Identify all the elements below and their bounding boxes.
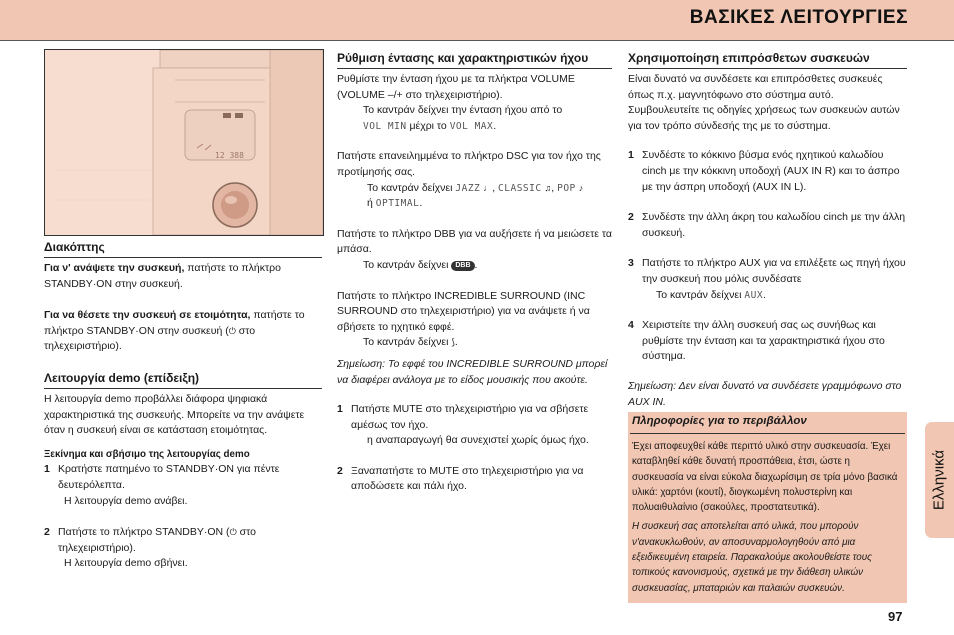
mute-step-1	[337, 402, 612, 433]
middle-column	[337, 51, 612, 495]
demo-subheading: Ξεκίνημα και σβήσιμο της λειτουργίας demo	[44, 448, 250, 460]
dsc-end: .	[419, 197, 423, 210]
aux-heading: Χρησιμοποίηση επιπρόσθετων συσκευών	[628, 51, 907, 69]
mute-step-1-text: Πατήστε MUTE στο τηλεχειριστήριο για να σβήσετε αμέσως τον ήχο.	[351, 403, 589, 431]
surround-text: Πατήστε το πλήκτρο INCREDIBLE SURROUND (INC SURROUND στο τηλεχειριστήριο) για να ανάψετε ή να σβήσετε το ηχητικό εφφέ.	[337, 289, 590, 333]
switch-heading: Διακόπτης	[44, 240, 322, 258]
classic-icon: ♫	[544, 182, 552, 193]
aux-step-4	[628, 318, 907, 365]
aux-step-1-text: Συνδέστε το κόκκινο βύσμα ενός ηχητικού καλωδίου cinch με την κόκκινη υποδοχή (AUX IN R) και το άσπρο με την άσπρη υποδοχή (AUX IN L).	[642, 149, 900, 193]
page-title: ΒΑΣΙΚΕΣ ΛΕΙΤΟΥΡΓΙΕΣ	[689, 7, 908, 28]
demo-step-1	[44, 462, 322, 493]
optimal-lcd: OPTIMAL	[375, 198, 420, 210]
demo-heading: Λειτουργία demo (επίδειξη)	[44, 371, 322, 389]
power-icon: ⏻	[229, 527, 237, 538]
aux-step-1-number: 1	[628, 149, 634, 162]
power-icon: ⏻	[228, 325, 236, 336]
volume-display-line	[337, 103, 612, 134]
dsc-sep-1: ,	[492, 181, 499, 194]
environment-info-body	[632, 439, 902, 600]
aux-step-4-text: Χειριστείτε την άλλη συσκευή σας ως συνήθως και ρυθμίστε την ένταση και τα χαρακτηριστικά ήχου στο σύστημα.	[642, 319, 885, 363]
header-divider	[0, 40, 954, 41]
language-tab	[925, 422, 954, 538]
demo-step-1-number: 1	[44, 463, 50, 476]
aux-step-2-text: Συνδέστε την άλλη άκρη του καλωδίου cinch με την άλλη συσκευή.	[642, 211, 906, 239]
environment-info-box	[628, 412, 907, 603]
pop-icon: ♪	[578, 182, 584, 193]
sound-heading: Ρύθμιση έντασης και χαρακτηριστικών ήχου	[337, 51, 612, 69]
mute-step-2-text: Ξαναπατήστε το MUTE στο τηλεχειριστήριο για να αποδώσετε και πάλι ήχο.	[351, 464, 584, 493]
vol-min-lcd: VOL MIN	[363, 120, 407, 132]
switch-on-paragraph	[44, 261, 322, 292]
demo-step-2-text-a: Πατήστε το πλήκτρο STANDBY·ON (	[58, 526, 230, 539]
pop-lcd: POP	[557, 182, 576, 194]
aux-step-3	[628, 256, 907, 287]
aux-note-label: Σημείωση:	[628, 379, 677, 392]
classic-lcd: CLASSIC	[498, 182, 542, 194]
dsc-display-line	[337, 181, 612, 212]
switch-on-lead: Για ν' ανάψετε την συσκευή,	[44, 262, 185, 274]
demo-step-2-result: Η λειτουργία demo σβήνει.	[64, 557, 188, 570]
standby-lead: Για να θέσετε την συσκευή σε ετοιμότητα,	[44, 309, 251, 322]
surround-end: .	[454, 336, 458, 349]
standby-text-b: στο τηλεχειριστήριο).	[44, 324, 256, 353]
dbb-text: Πατήστε το πλήκτρο DBB για να αυξήσετε ή να μειώσετε τα μπάσα.	[337, 227, 612, 256]
aux-display-line	[628, 288, 907, 304]
dsc-display-text: Το καντράν δείχνει	[367, 181, 456, 194]
aux-step-4-number: 4	[628, 319, 634, 332]
language-tab-label: Ελληνικά	[930, 449, 948, 511]
aux-step-3-number: 3	[628, 257, 634, 270]
demo-step-2-text-b: στο τηλεχειριστήριο).	[58, 526, 256, 554]
aux-lcd: AUX	[744, 289, 764, 301]
volume-display-mid: μέχρι το	[406, 119, 450, 132]
surround-note-label: Σημείωση:	[337, 357, 386, 370]
demo-step-1-result: Η λειτουργία demo ανάβει.	[64, 494, 188, 507]
standby-paragraph	[44, 308, 322, 355]
aux-note-text: Δεν είναι δυνατό να συνδέσετε γραμμόφωνο στο AUX IN.	[628, 379, 902, 408]
demo-step-2-number: 2	[44, 526, 50, 539]
page-number: 97	[888, 609, 903, 624]
volume-display-text: Το καντράν δείχνει την ένταση ήχου από το	[363, 104, 563, 117]
standby-text-a: πατήστε το πλήκτρο STANDBY·ON στην συσκευή (	[44, 309, 305, 337]
aux-step-3-text: Πατήστε το πλήκτρο AUX για να επιλέξετε ως πηγή ήχου την συσκευή που μόλις συνδέσατε	[642, 257, 906, 285]
aux-display-end: .	[763, 288, 766, 301]
demo-step-2	[44, 525, 322, 556]
mute-step-2	[337, 464, 612, 495]
aux-step-1	[628, 148, 907, 195]
right-column	[628, 51, 907, 410]
surround-icon: ⟆	[451, 337, 455, 348]
volume-display-end: .	[493, 119, 497, 132]
demo-step-2-text	[58, 525, 322, 556]
aux-intro: Είναι δυνατό να συνδέσετε και επιπρόσθετες συσκευές όπως π.χ. μαγνητόφωνο στο σύστημα αυτό. Συμβουλευτείτε τις οδηγίες χρήσεως των συσκευών αυτών για τον τρόπο σύνδεσής της με το σύστημα.	[628, 73, 900, 132]
environment-info-paragraph-2: Η συσκευή σας αποτελείται από υλικά, που μπορούν ν'ανακυκλωθούν, αν αποσυναρμολογηθούν από μια εξειδικευμένη εταιρεία. Παρακαλούμε ακολουθείστε τους τοπικούς κανονισμούς, σχετικά με την διάθεση υλικών συσκευασίας, μπαταριών και παλαιών συσκευών.	[632, 521, 872, 594]
dbb-end: .	[474, 258, 478, 271]
dbb-display-text: Το καντράν δείχνει	[363, 258, 452, 271]
left-column	[44, 240, 322, 572]
jazz-icon: ♩	[483, 182, 493, 193]
aux-display-text: Το καντράν δείχνει	[656, 288, 745, 301]
jazz-lcd: JAZZ	[455, 182, 481, 194]
aux-note	[628, 379, 907, 410]
volume-text: Ρυθμίστε την ένταση ήχου με τα πλήκτρα VOLUME (VOLUME –/+ στο τηλεχειριστήριο).	[337, 73, 575, 101]
environment-info-divider	[630, 433, 905, 434]
aux-step-2	[628, 210, 907, 241]
aux-step-2-number: 2	[628, 211, 634, 224]
surround-note-text: Το εφφέ του INCREDIBLE SURROUND μπορεί να διαφέρει ανάλογα με το είδος μουσικής που ακούτε.	[337, 357, 608, 386]
mute-step-2-number: 2	[337, 464, 343, 477]
dsc-text: Πατήστε επανειλημμένα το πλήκτρο DSC για τον ήχο της προτίμησής σας.	[337, 150, 601, 178]
device-illustration	[44, 49, 324, 236]
demo-intro: Η λειτουργία demo προβάλλει διάφορα ψηφιακά χαρακτηριστικά της συσκευής. Μπορείτε να την ανάψετε όταν η συσκευή είναι σε κατάσταση ετοιμότητας.	[44, 392, 305, 437]
display-digits: 12 388	[215, 151, 244, 160]
dbb-display-line	[337, 258, 612, 274]
environment-info-paragraph-1: Έχει αποφευχθεί κάθε περιττό υλικό στην συσκευασία. Έχει καταβληθεί κάθε δυνατή προσπάθεια, έτσι, ώστε η συσκευασία να είναι εύκολα διαχωρίσιμη σε τρία μόνο βασικά υλικά: χαρτόνι (κουτί), διογκωμένη πολυστερίνη και πολυαιθυλαίνιο (σακούλες, προστατευτικά).	[632, 441, 898, 514]
switch-on-text: πατήστε το πλήκτρο STANDBY·ON στην συσκευή.	[44, 262, 281, 290]
surround-display-line	[337, 335, 612, 351]
device-drawing	[45, 50, 323, 235]
dsc-or: ή	[367, 197, 376, 210]
vol-max-lcd: VOL MAX	[449, 120, 494, 132]
mute-step-1-number: 1	[337, 403, 343, 416]
environment-info-title: Πληροφορίες για το περιβάλλον	[632, 415, 807, 427]
dsc-sep-2: ,	[551, 181, 558, 194]
surround-note	[337, 357, 612, 388]
demo-step-1-text: Κρατήστε πατημένο το STANDBY·ON για πέντε δευτερόλεπτα.	[58, 463, 280, 491]
dbb-badge: DBB	[451, 261, 474, 271]
surround-display-text: Το καντράν δείχνει	[363, 336, 452, 349]
mute-step-1-result: η αναπαραγωγή θα συνεχιστεί χωρίς όμως ήχο.	[367, 434, 589, 447]
